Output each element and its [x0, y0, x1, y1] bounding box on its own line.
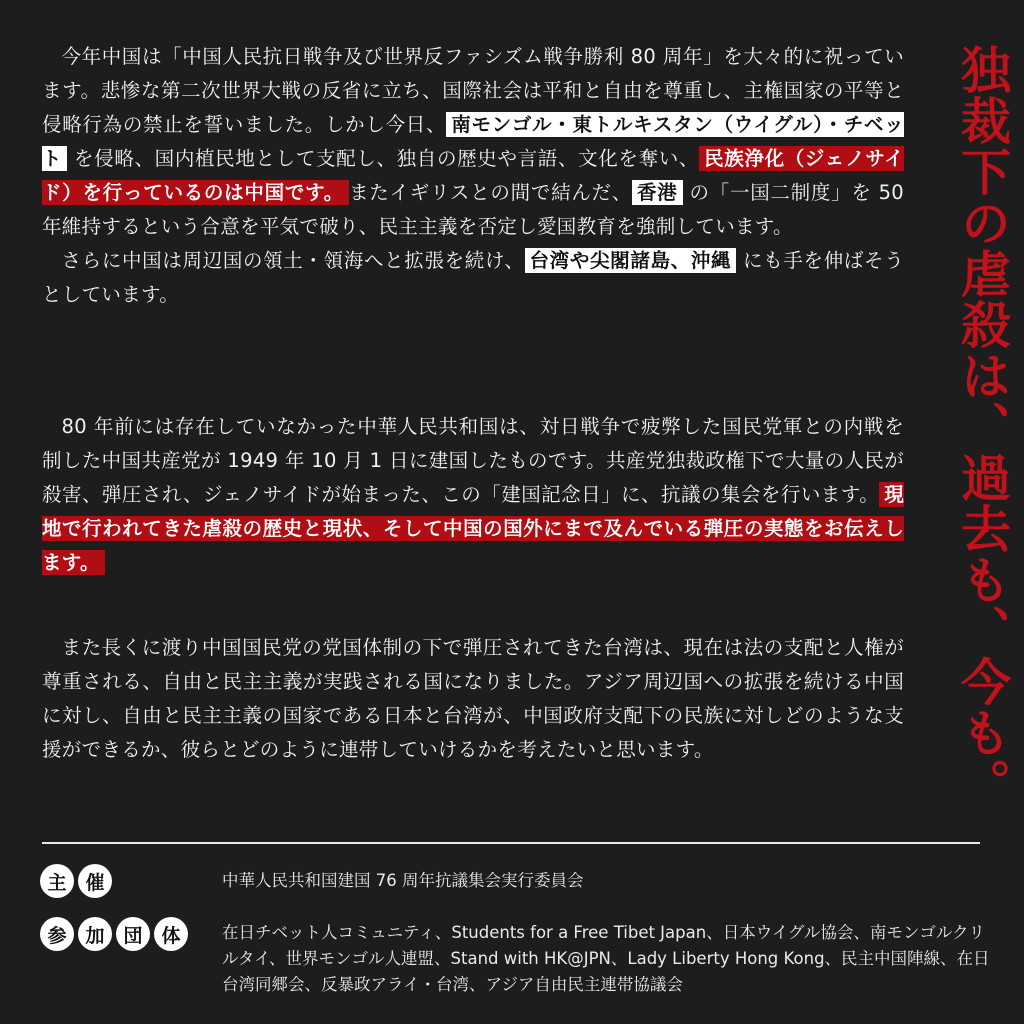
highlight-repression: 現地で行われてきた虐殺の歴史と現状、そして中国の国外にまで及んでいる弾圧の実態をお伝えします。: [42, 483, 904, 574]
highlight-genocide: 民族浄化（ジェノサイド）を行っているのは中国です。: [42, 147, 904, 204]
highlight-regions: 南モンゴル・東トルキスタン（ウイグル）・チベット: [42, 113, 904, 170]
body-text-block: [42, 40, 904, 312]
paragraph-3: [42, 410, 904, 580]
text-run: 今年中国は「中国人民抗日戦争及び世界反ファシズム戦争勝利 80 周年」を大々的に祝っています。悲惨な第二次世界大戦の反省に立ち、国際社会は平和と自由を尊重し、主権国家の平等と侵略行為の禁止を誓いました。しかし今日、: [42, 45, 904, 136]
organizer-char: 主: [40, 864, 74, 898]
participants-label: [40, 917, 188, 951]
text-run: の「一国二制度」を 50 年維持するという合意を平気で破り、民主主義を否定し愛国教育を強制しています。: [42, 181, 904, 238]
text-run: さらに中国は周辺国の領土・領海へと拡張を続け、: [61, 249, 525, 272]
participants-char: 団: [116, 917, 150, 951]
highlight-hongkong: 香港: [632, 180, 682, 205]
vertical-title: 独裁下の虐殺は、過去も、今も。: [953, 44, 1012, 809]
organizer-label: [40, 864, 112, 898]
participants-list: 在日チベット人コミュニティ、Students for a Free Tibet Japan、日本ウイグル協会、南モンゴルクリルタイ、世界モンゴル人連盟、Stand with HK@JPN、Lady Liberty Hong Kong、民主中国陣線、在日台湾同郷会、反暴政アライ・台湾、アジア自由民主連帯協議会: [222, 923, 990, 994]
paragraph-2: [42, 244, 904, 312]
participants-char: 体: [154, 917, 188, 951]
participants-char: 加: [78, 917, 112, 951]
highlight-taiwan-senkaku-okinawa: 台湾や尖閣諸島、沖縄: [525, 248, 737, 273]
text-run: にも手を伸ばそうとしています。: [42, 249, 904, 306]
body-text-block: [42, 410, 904, 580]
text-run: またイギリスとの間で結んだ、: [349, 181, 633, 204]
text-run: 80 年前には存在していなかった中華人民共和国は、対日戦争で疲弊した国民党軍との内戦を制した中国共産党が 1949 年 10 月 1 日に建国したものです。共産党独裁政権下で大量の人民が殺害、弾圧され、ジェノサイドが始まった、この「建国記念日」に、抗議の集会を行います。: [42, 415, 904, 506]
body-text-block: [42, 631, 904, 767]
divider: [42, 842, 980, 844]
organizer-name: 中華人民共和国建国 76 周年抗議集会実行委員会: [222, 871, 584, 890]
text-run: を侵略、国内植民地として支配し、独自の歴史や言語、文化を奪い、: [67, 147, 700, 170]
participants-char: 参: [40, 917, 74, 951]
paragraph-1: [42, 40, 904, 244]
paragraph-4: また長くに渡り中国国民党の党国体制の下で弾圧されてきた台湾は、現在は法の支配と人権が尊重される、自由と民主主義が実践される国になりました。アジア周辺国への拡張を続ける中国に対し、自由と民主主義の国家である日本と台湾が、中国政府支配下の民族に対しどのような支援ができるか、彼らとどのように連帯していけるかを考えたいと思います。: [42, 636, 904, 761]
organizer-char: 催: [78, 864, 112, 898]
